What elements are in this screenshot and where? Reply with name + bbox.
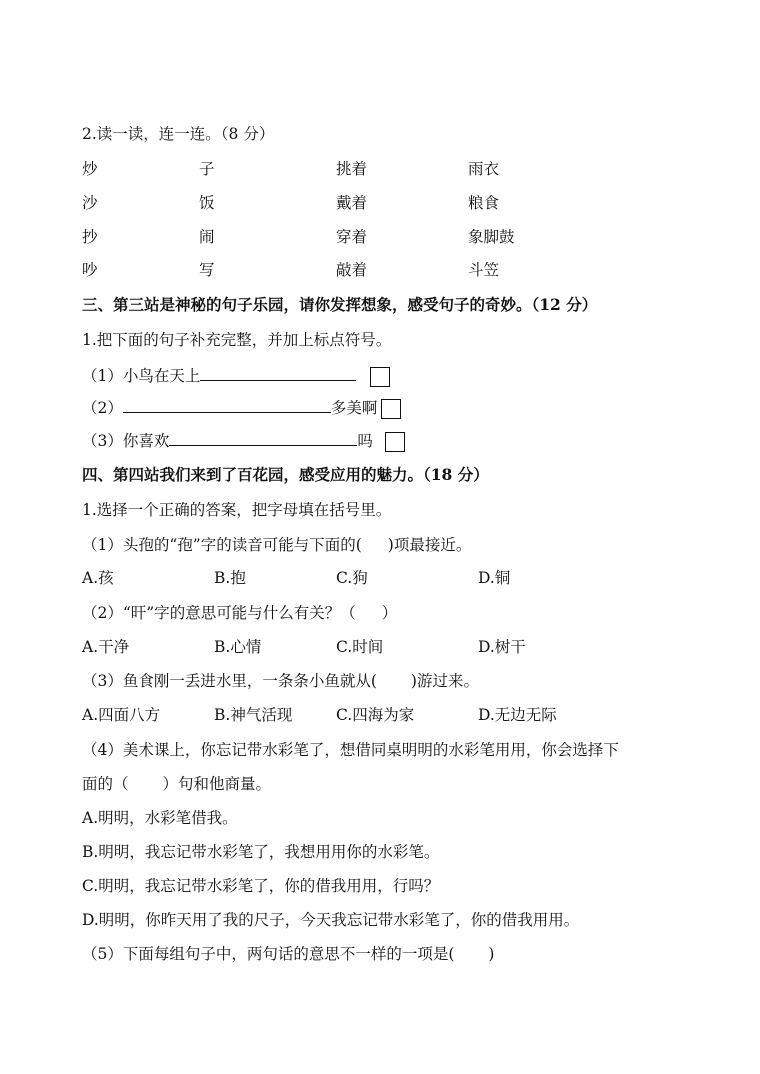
match-row-1	[82, 159, 682, 179]
match-cell: 斗笠	[468, 261, 500, 279]
sentence-1-prefix: （1）小鸟在天上	[82, 367, 201, 385]
section-4-question-1: 1.选择一个正确的答案，把字母填在括号里。	[82, 501, 392, 519]
part-4-option-c: C.明明，我忘记带水彩笔了，你的借我用用，行吗？	[82, 877, 440, 895]
match-cell: 子	[199, 160, 215, 178]
sentence-3-blank[interactable]	[169, 430, 357, 446]
punctuation-box-2[interactable]	[381, 399, 401, 419]
option-d: D.无边无际	[478, 706, 557, 724]
match-cell: 沙	[82, 194, 98, 212]
part-3-text-b: )游过来。	[410, 672, 479, 690]
part-4-option-d: D.明明，你昨天用了我的尺子，今天我忘记带水彩笔了，你的借我用用。	[82, 911, 580, 929]
match-cell: 象脚鼓	[468, 228, 515, 246]
sentence-2	[82, 397, 401, 419]
part-1-options	[82, 568, 682, 588]
match-cell: 穿着	[336, 228, 368, 246]
part-2-options	[82, 637, 682, 657]
match-row-2	[82, 193, 682, 213]
part-4-option-a: A.明明，水彩笔借我。	[82, 809, 238, 827]
part-5-text-a: （5）下面每组句子中，两句话的意思不一样的一项是(	[82, 945, 455, 963]
option-b: B.心情	[214, 638, 262, 656]
option-c: C.四海为家	[336, 706, 415, 724]
option-c: C.狗	[336, 569, 368, 587]
option-b: B.神气活现	[214, 706, 293, 724]
match-cell: 雨衣	[468, 160, 500, 178]
match-cell: 敲着	[336, 261, 368, 279]
part-4-question-line-1: （4）美术课上，你忘记带水彩笔了，想借同桌明明的水彩笔用用，你会选择下	[82, 741, 619, 759]
match-cell: 闹	[199, 228, 215, 246]
section-3-question-1: 1.把下面的句子补充完整，并加上标点符号。	[82, 331, 392, 349]
match-cell: 粮食	[468, 194, 500, 212]
part-3-text-a: （3）鱼食刚一丢进水里，一条条小鱼就从(	[82, 672, 377, 690]
match-cell: 炒	[82, 160, 98, 178]
sentence-1-blank[interactable]	[200, 365, 356, 381]
match-cell: 吵	[82, 261, 98, 279]
sentence-1	[82, 365, 390, 387]
part-2-question	[82, 603, 397, 623]
section-4-heading: 四、第四站我们来到了百花园，感受应用的魅力。（18 分）	[82, 465, 489, 484]
part-2-text-a: （2）“旰”字的意思可能与什么有关？（	[82, 604, 356, 622]
match-row-4	[82, 260, 682, 280]
match-cell: 抄	[82, 228, 98, 246]
part-2-text-b: ）	[381, 604, 398, 622]
sentence-2-blank[interactable]	[123, 397, 331, 413]
option-b: B.抱	[214, 569, 246, 587]
option-d: D.树干	[478, 638, 526, 656]
part-4-text-b: ）句和他商量。	[162, 775, 272, 793]
punctuation-box-1[interactable]	[370, 367, 390, 387]
option-a: A.孩	[82, 569, 114, 587]
part-1-text-a: （1）头孢的“孢”字的读音可能与下面的(	[82, 536, 362, 554]
sentence-3-prefix: （3）你喜欢	[82, 432, 170, 450]
sentence-2-suffix: 多美啊	[330, 399, 378, 417]
question-2-title: 2.读一读，连一连。（8 分）	[82, 125, 275, 143]
part-1-text-b: )项最接近。	[387, 536, 472, 554]
section-3-heading: 三、第三站是神秘的句子乐园，请你发挥想象，感受句子的奇妙。（12 分）	[82, 295, 598, 314]
option-a: A.四面八方	[82, 706, 161, 724]
punctuation-box-3[interactable]	[385, 432, 405, 452]
part-3-question	[82, 671, 479, 691]
option-c: C.时间	[336, 638, 384, 656]
option-a: A.干净	[82, 638, 130, 656]
part-3-options	[82, 705, 682, 725]
part-4-option-b: B.明明，我忘记带水彩笔了，我想用用你的水彩笔。	[82, 843, 440, 861]
part-1-question	[82, 535, 471, 555]
match-cell: 饭	[199, 194, 215, 212]
sentence-3-suffix: 吗	[357, 432, 373, 450]
match-cell: 挑着	[336, 160, 368, 178]
sentence-2-prefix: （2）	[82, 399, 123, 417]
match-cell: 写	[199, 261, 215, 279]
match-cell: 戴着	[336, 194, 368, 212]
sentence-3	[82, 430, 405, 452]
part-5-question	[82, 944, 494, 964]
match-row-3	[82, 227, 682, 247]
option-d: D.铜	[478, 569, 511, 587]
part-4-question-line-2	[82, 774, 271, 794]
part-4-text-a: 面的（	[82, 775, 129, 793]
part-5-text-b: )	[488, 945, 495, 963]
